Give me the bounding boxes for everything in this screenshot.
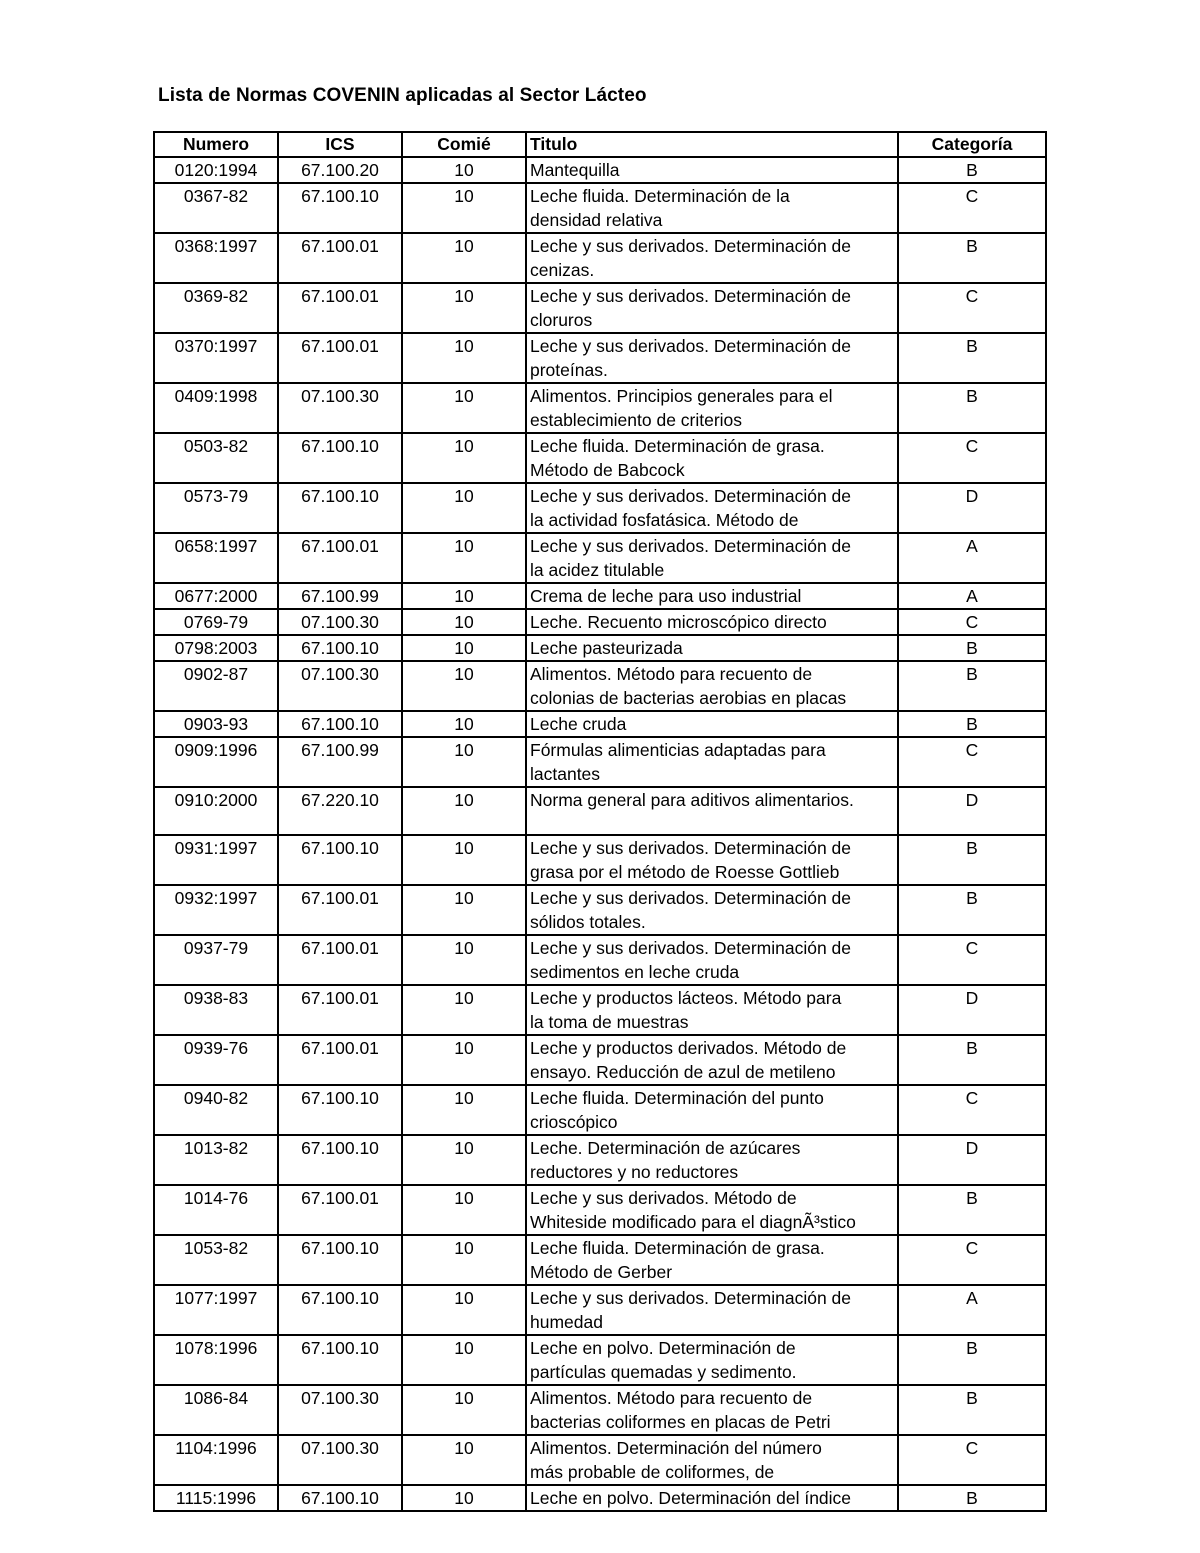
cell-comite: 10 <box>402 1135 526 1185</box>
cell-comite: 10 <box>402 1035 526 1085</box>
titulo-line: sólidos totales. <box>530 912 646 932</box>
titulo-line: Leche y sus derivados. Determinación de <box>530 838 852 858</box>
cell-numero: 0658:1997 <box>154 533 278 583</box>
table-row <box>154 737 1046 787</box>
cell-ics: 07.100.30 <box>278 1385 402 1435</box>
cell-categoria: C <box>898 1235 1046 1285</box>
cell-comite: 10 <box>402 737 526 787</box>
cell-categoria: B <box>898 333 1046 383</box>
cell-comite: 10 <box>402 885 526 935</box>
cell-comite: 10 <box>402 661 526 711</box>
cell-ics: 67.100.10 <box>278 635 402 661</box>
cell-categoria: B <box>898 233 1046 283</box>
cell-ics: 07.100.30 <box>278 1435 402 1485</box>
titulo-line: Leche. Recuento microscópico directo <box>530 612 827 632</box>
table-row <box>154 985 1046 1035</box>
titulo-line: Leche y sus derivados. Determinación de <box>530 938 852 958</box>
cell-numero: 0677:2000 <box>154 583 278 609</box>
cell-comite: 10 <box>402 183 526 233</box>
table-row <box>154 1135 1046 1185</box>
cell-comite: 10 <box>402 635 526 661</box>
cell-titulo <box>526 583 898 609</box>
titulo-line: Leche fluida. Determinación de grasa. <box>530 436 825 456</box>
table-row <box>154 483 1046 533</box>
cell-numero: 0939-76 <box>154 1035 278 1085</box>
table-row <box>154 635 1046 661</box>
norms-table-container <box>153 131 1045 1508</box>
cell-ics: 07.100.30 <box>278 661 402 711</box>
table-row <box>154 183 1046 233</box>
cell-numero: 1014-76 <box>154 1185 278 1235</box>
titulo-line: Método de Babcock <box>530 460 685 480</box>
titulo-line: la actividad fosfatásica. Método de <box>530 510 799 530</box>
cell-categoria: C <box>898 737 1046 787</box>
table-row <box>154 233 1046 283</box>
page-title: Lista de Normas COVENIN aplicadas al Sector Lácteo <box>158 85 647 106</box>
table-row <box>154 283 1046 333</box>
cell-ics: 67.100.10 <box>278 835 402 885</box>
titulo-line: Leche. Determinación de azúcares <box>530 1138 801 1158</box>
cell-comite: 10 <box>402 233 526 283</box>
table-row <box>154 1185 1046 1235</box>
titulo-line: Leche en polvo. Determinación de <box>530 1338 796 1358</box>
cell-numero: 0503-82 <box>154 433 278 483</box>
cell-comite: 10 <box>402 483 526 533</box>
cell-titulo <box>526 533 898 583</box>
titulo-line: Alimentos. Principios generales para el <box>530 386 833 406</box>
titulo-line: ensayo. Reducción de azul de metileno <box>530 1062 836 1082</box>
cell-categoria: B <box>898 1335 1046 1385</box>
cell-comite: 10 <box>402 835 526 885</box>
titulo-line: Leche fluida. Determinación de grasa. <box>530 1238 825 1258</box>
cell-titulo <box>526 711 898 737</box>
cell-categoria: C <box>898 1085 1046 1135</box>
cell-categoria: A <box>898 583 1046 609</box>
titulo-line: densidad relativa <box>530 210 663 230</box>
cell-categoria: B <box>898 635 1046 661</box>
cell-categoria: D <box>898 1135 1046 1185</box>
cell-categoria: C <box>898 433 1046 483</box>
cell-titulo <box>526 183 898 233</box>
cell-categoria: B <box>898 157 1046 183</box>
titulo-line: más probable de coliformes, de <box>530 1462 775 1482</box>
titulo-line: Leche y sus derivados. Determinación de <box>530 536 852 556</box>
cell-ics: 67.100.01 <box>278 1035 402 1085</box>
cell-numero: 0909:1996 <box>154 737 278 787</box>
titulo-line: sedimentos en leche cruda <box>530 962 740 982</box>
cell-titulo <box>526 283 898 333</box>
cell-ics: 67.100.10 <box>278 1235 402 1285</box>
header-titulo: Titulo <box>526 132 898 157</box>
titulo-line: Leche y sus derivados. Determinación de <box>530 486 852 506</box>
cell-titulo <box>526 609 898 635</box>
table-row <box>154 935 1046 985</box>
cell-titulo <box>526 483 898 533</box>
cell-numero: 0409:1998 <box>154 383 278 433</box>
cell-numero: 0370:1997 <box>154 333 278 383</box>
cell-categoria: B <box>898 383 1046 433</box>
titulo-line: Leche cruda <box>530 714 627 734</box>
titulo-line: cloruros <box>530 310 593 330</box>
cell-numero: 1053-82 <box>154 1235 278 1285</box>
titulo-line: la acidez titulable <box>530 560 665 580</box>
cell-comite: 10 <box>402 787 526 835</box>
cell-categoria: A <box>898 1285 1046 1335</box>
titulo-line: bacterias coliformes en placas de Petri <box>530 1412 831 1432</box>
table-row <box>154 1235 1046 1285</box>
cell-ics: 07.100.30 <box>278 383 402 433</box>
table-row <box>154 1385 1046 1435</box>
table-row <box>154 1285 1046 1335</box>
cell-ics: 67.220.10 <box>278 787 402 835</box>
cell-comite: 10 <box>402 157 526 183</box>
cell-numero: 0573-79 <box>154 483 278 533</box>
cell-ics: 67.100.01 <box>278 233 402 283</box>
cell-ics: 67.100.10 <box>278 1085 402 1135</box>
table-header-row <box>154 132 1046 157</box>
cell-numero: 0910:2000 <box>154 787 278 835</box>
cell-comite: 10 <box>402 433 526 483</box>
cell-numero: 0769-79 <box>154 609 278 635</box>
cell-numero: 1115:1996 <box>154 1485 278 1511</box>
titulo-line: Leche fluida. Determinación del punto <box>530 1088 824 1108</box>
titulo-line: reductores y no reductores <box>530 1162 739 1182</box>
cell-numero: 0902-87 <box>154 661 278 711</box>
cell-ics: 67.100.10 <box>278 483 402 533</box>
cell-ics: 67.100.01 <box>278 1185 402 1235</box>
cell-titulo <box>526 787 898 835</box>
table-row <box>154 433 1046 483</box>
cell-categoria: B <box>898 661 1046 711</box>
cell-ics: 67.100.01 <box>278 935 402 985</box>
cell-numero: 1104:1996 <box>154 1435 278 1485</box>
table-row <box>154 1035 1046 1085</box>
cell-numero: 0937-79 <box>154 935 278 985</box>
cell-ics: 67.100.01 <box>278 333 402 383</box>
cell-categoria: B <box>898 835 1046 885</box>
cell-titulo <box>526 157 898 183</box>
cell-categoria: D <box>898 787 1046 835</box>
cell-ics: 67.100.10 <box>278 711 402 737</box>
titulo-line: Leche pasteurizada <box>530 638 683 658</box>
norms-table <box>153 131 1047 1512</box>
cell-titulo <box>526 433 898 483</box>
titulo-line: cenizas. <box>530 260 595 280</box>
titulo-line: crioscópico <box>530 1112 618 1132</box>
cell-comite: 10 <box>402 1335 526 1385</box>
cell-numero: 0932:1997 <box>154 885 278 935</box>
titulo-line: Leche y sus derivados. Determinación de <box>530 236 852 256</box>
titulo-line: Leche y productos derivados. Método de <box>530 1038 847 1058</box>
titulo-line: Leche y sus derivados. Método de <box>530 1188 797 1208</box>
cell-comite: 10 <box>402 1185 526 1235</box>
cell-numero: 0798:2003 <box>154 635 278 661</box>
table-row <box>154 1085 1046 1135</box>
cell-numero: 1078:1996 <box>154 1335 278 1385</box>
table-row <box>154 609 1046 635</box>
cell-categoria: C <box>898 609 1046 635</box>
table-row <box>154 885 1046 935</box>
cell-numero: 1086-84 <box>154 1385 278 1435</box>
cell-numero: 0369-82 <box>154 283 278 333</box>
titulo-line: grasa por el método de Roesse Gottlieb <box>530 862 840 882</box>
table-row <box>154 1335 1046 1385</box>
cell-numero: 1077:1997 <box>154 1285 278 1335</box>
cell-categoria: C <box>898 1435 1046 1485</box>
table-row <box>154 711 1046 737</box>
cell-titulo <box>526 233 898 283</box>
cell-categoria: C <box>898 935 1046 985</box>
cell-numero: 0120:1994 <box>154 157 278 183</box>
table-row <box>154 787 1046 835</box>
table-row <box>154 533 1046 583</box>
cell-ics: 67.100.20 <box>278 157 402 183</box>
cell-ics: 07.100.30 <box>278 609 402 635</box>
cell-comite: 10 <box>402 985 526 1035</box>
table-row <box>154 157 1046 183</box>
cell-numero: 0931:1997 <box>154 835 278 885</box>
cell-comite: 10 <box>402 533 526 583</box>
table-row <box>154 661 1046 711</box>
cell-titulo <box>526 383 898 433</box>
cell-ics: 67.100.10 <box>278 1335 402 1385</box>
titulo-line: partículas quemadas y sedimento. <box>530 1362 797 1382</box>
cell-comite: 10 <box>402 1085 526 1135</box>
titulo-line: humedad <box>530 1312 603 1332</box>
header-ics: ICS <box>278 132 402 157</box>
cell-numero: 0367-82 <box>154 183 278 233</box>
cell-titulo <box>526 737 898 787</box>
cell-numero: 0940-82 <box>154 1085 278 1135</box>
cell-titulo <box>526 835 898 885</box>
cell-categoria: B <box>898 711 1046 737</box>
table-row <box>154 835 1046 885</box>
cell-categoria: C <box>898 283 1046 333</box>
cell-comite: 10 <box>402 283 526 333</box>
table-row <box>154 383 1046 433</box>
cell-comite: 10 <box>402 609 526 635</box>
titulo-line: Crema de leche para uso industrial <box>530 586 802 606</box>
titulo-line: Leche y sus derivados. Determinación de <box>530 1288 852 1308</box>
cell-numero: 1013-82 <box>154 1135 278 1185</box>
cell-titulo <box>526 1285 898 1335</box>
cell-titulo <box>526 935 898 985</box>
cell-comite: 10 <box>402 1285 526 1335</box>
cell-categoria: C <box>898 183 1046 233</box>
cell-titulo <box>526 985 898 1035</box>
cell-categoria: A <box>898 533 1046 583</box>
cell-ics: 67.100.10 <box>278 1285 402 1335</box>
cell-comite: 10 <box>402 1385 526 1435</box>
cell-titulo <box>526 635 898 661</box>
cell-ics: 67.100.10 <box>278 1135 402 1185</box>
titulo-line: Leche en polvo. Determinación del índice <box>530 1488 852 1508</box>
cell-categoria: B <box>898 1385 1046 1435</box>
titulo-line: proteínas. <box>530 360 608 380</box>
cell-titulo <box>526 1435 898 1485</box>
cell-titulo <box>526 1035 898 1085</box>
cell-ics: 67.100.10 <box>278 1485 402 1511</box>
titulo-line: lactantes <box>530 764 601 784</box>
cell-titulo <box>526 1335 898 1385</box>
cell-ics: 67.100.01 <box>278 985 402 1035</box>
titulo-line: Alimentos. Determinación del número <box>530 1438 822 1458</box>
header-comite: Comié <box>402 132 526 157</box>
cell-titulo <box>526 1085 898 1135</box>
table-row <box>154 1435 1046 1485</box>
cell-comite: 10 <box>402 1235 526 1285</box>
table-row <box>154 333 1046 383</box>
titulo-line: establecimiento de criterios <box>530 410 743 430</box>
titulo-line: Alimentos. Método para recuento de <box>530 664 813 684</box>
cell-comite: 10 <box>402 1435 526 1485</box>
cell-comite: 10 <box>402 583 526 609</box>
titulo-line: Leche y sus derivados. Determinación de <box>530 286 852 306</box>
cell-categoria: D <box>898 985 1046 1035</box>
table-row <box>154 1485 1046 1511</box>
cell-numero: 0903-93 <box>154 711 278 737</box>
cell-titulo <box>526 1185 898 1235</box>
cell-categoria: B <box>898 885 1046 935</box>
cell-categoria: B <box>898 1485 1046 1511</box>
cell-comite: 10 <box>402 935 526 985</box>
titulo-line: Mantequilla <box>530 160 620 180</box>
cell-categoria: B <box>898 1035 1046 1085</box>
titulo-line: Leche y productos lácteos. Método para <box>530 988 842 1008</box>
titulo-line: la toma de muestras <box>530 1012 689 1032</box>
cell-comite: 10 <box>402 333 526 383</box>
titulo-line: Método de Gerber <box>530 1262 673 1282</box>
cell-titulo <box>526 1235 898 1285</box>
cell-numero: 0368:1997 <box>154 233 278 283</box>
header-numero: Numero <box>154 132 278 157</box>
cell-numero: 0938-83 <box>154 985 278 1035</box>
titulo-line: Norma general para aditivos alimentarios. <box>530 790 854 810</box>
cell-comite: 10 <box>402 1485 526 1511</box>
cell-ics: 67.100.99 <box>278 737 402 787</box>
cell-titulo <box>526 885 898 935</box>
cell-titulo <box>526 1385 898 1435</box>
titulo-line: Whiteside modificado para el diagnÃ³stico <box>530 1212 856 1232</box>
cell-categoria: D <box>898 483 1046 533</box>
cell-categoria: B <box>898 1185 1046 1235</box>
titulo-line: Leche y sus derivados. Determinación de <box>530 336 852 356</box>
cell-titulo <box>526 661 898 711</box>
table-body <box>154 157 1046 1511</box>
titulo-line: Leche y sus derivados. Determinación de <box>530 888 852 908</box>
cell-titulo <box>526 1135 898 1185</box>
header-categoria: Categoría <box>898 132 1046 157</box>
cell-comite: 10 <box>402 383 526 433</box>
titulo-line: Fórmulas alimenticias adaptadas para <box>530 740 826 760</box>
cell-ics: 67.100.99 <box>278 583 402 609</box>
titulo-line: Leche fluida. Determinación de la <box>530 186 790 206</box>
cell-ics: 67.100.10 <box>278 183 402 233</box>
cell-ics: 67.100.01 <box>278 885 402 935</box>
titulo-line: Alimentos. Método para recuento de <box>530 1388 813 1408</box>
table-row <box>154 583 1046 609</box>
titulo-line: colonias de bacterias aerobias en placas <box>530 688 847 708</box>
cell-comite: 10 <box>402 711 526 737</box>
cell-titulo <box>526 1485 898 1511</box>
cell-ics: 67.100.10 <box>278 433 402 483</box>
cell-titulo <box>526 333 898 383</box>
cell-ics: 67.100.01 <box>278 533 402 583</box>
cell-ics: 67.100.01 <box>278 283 402 333</box>
